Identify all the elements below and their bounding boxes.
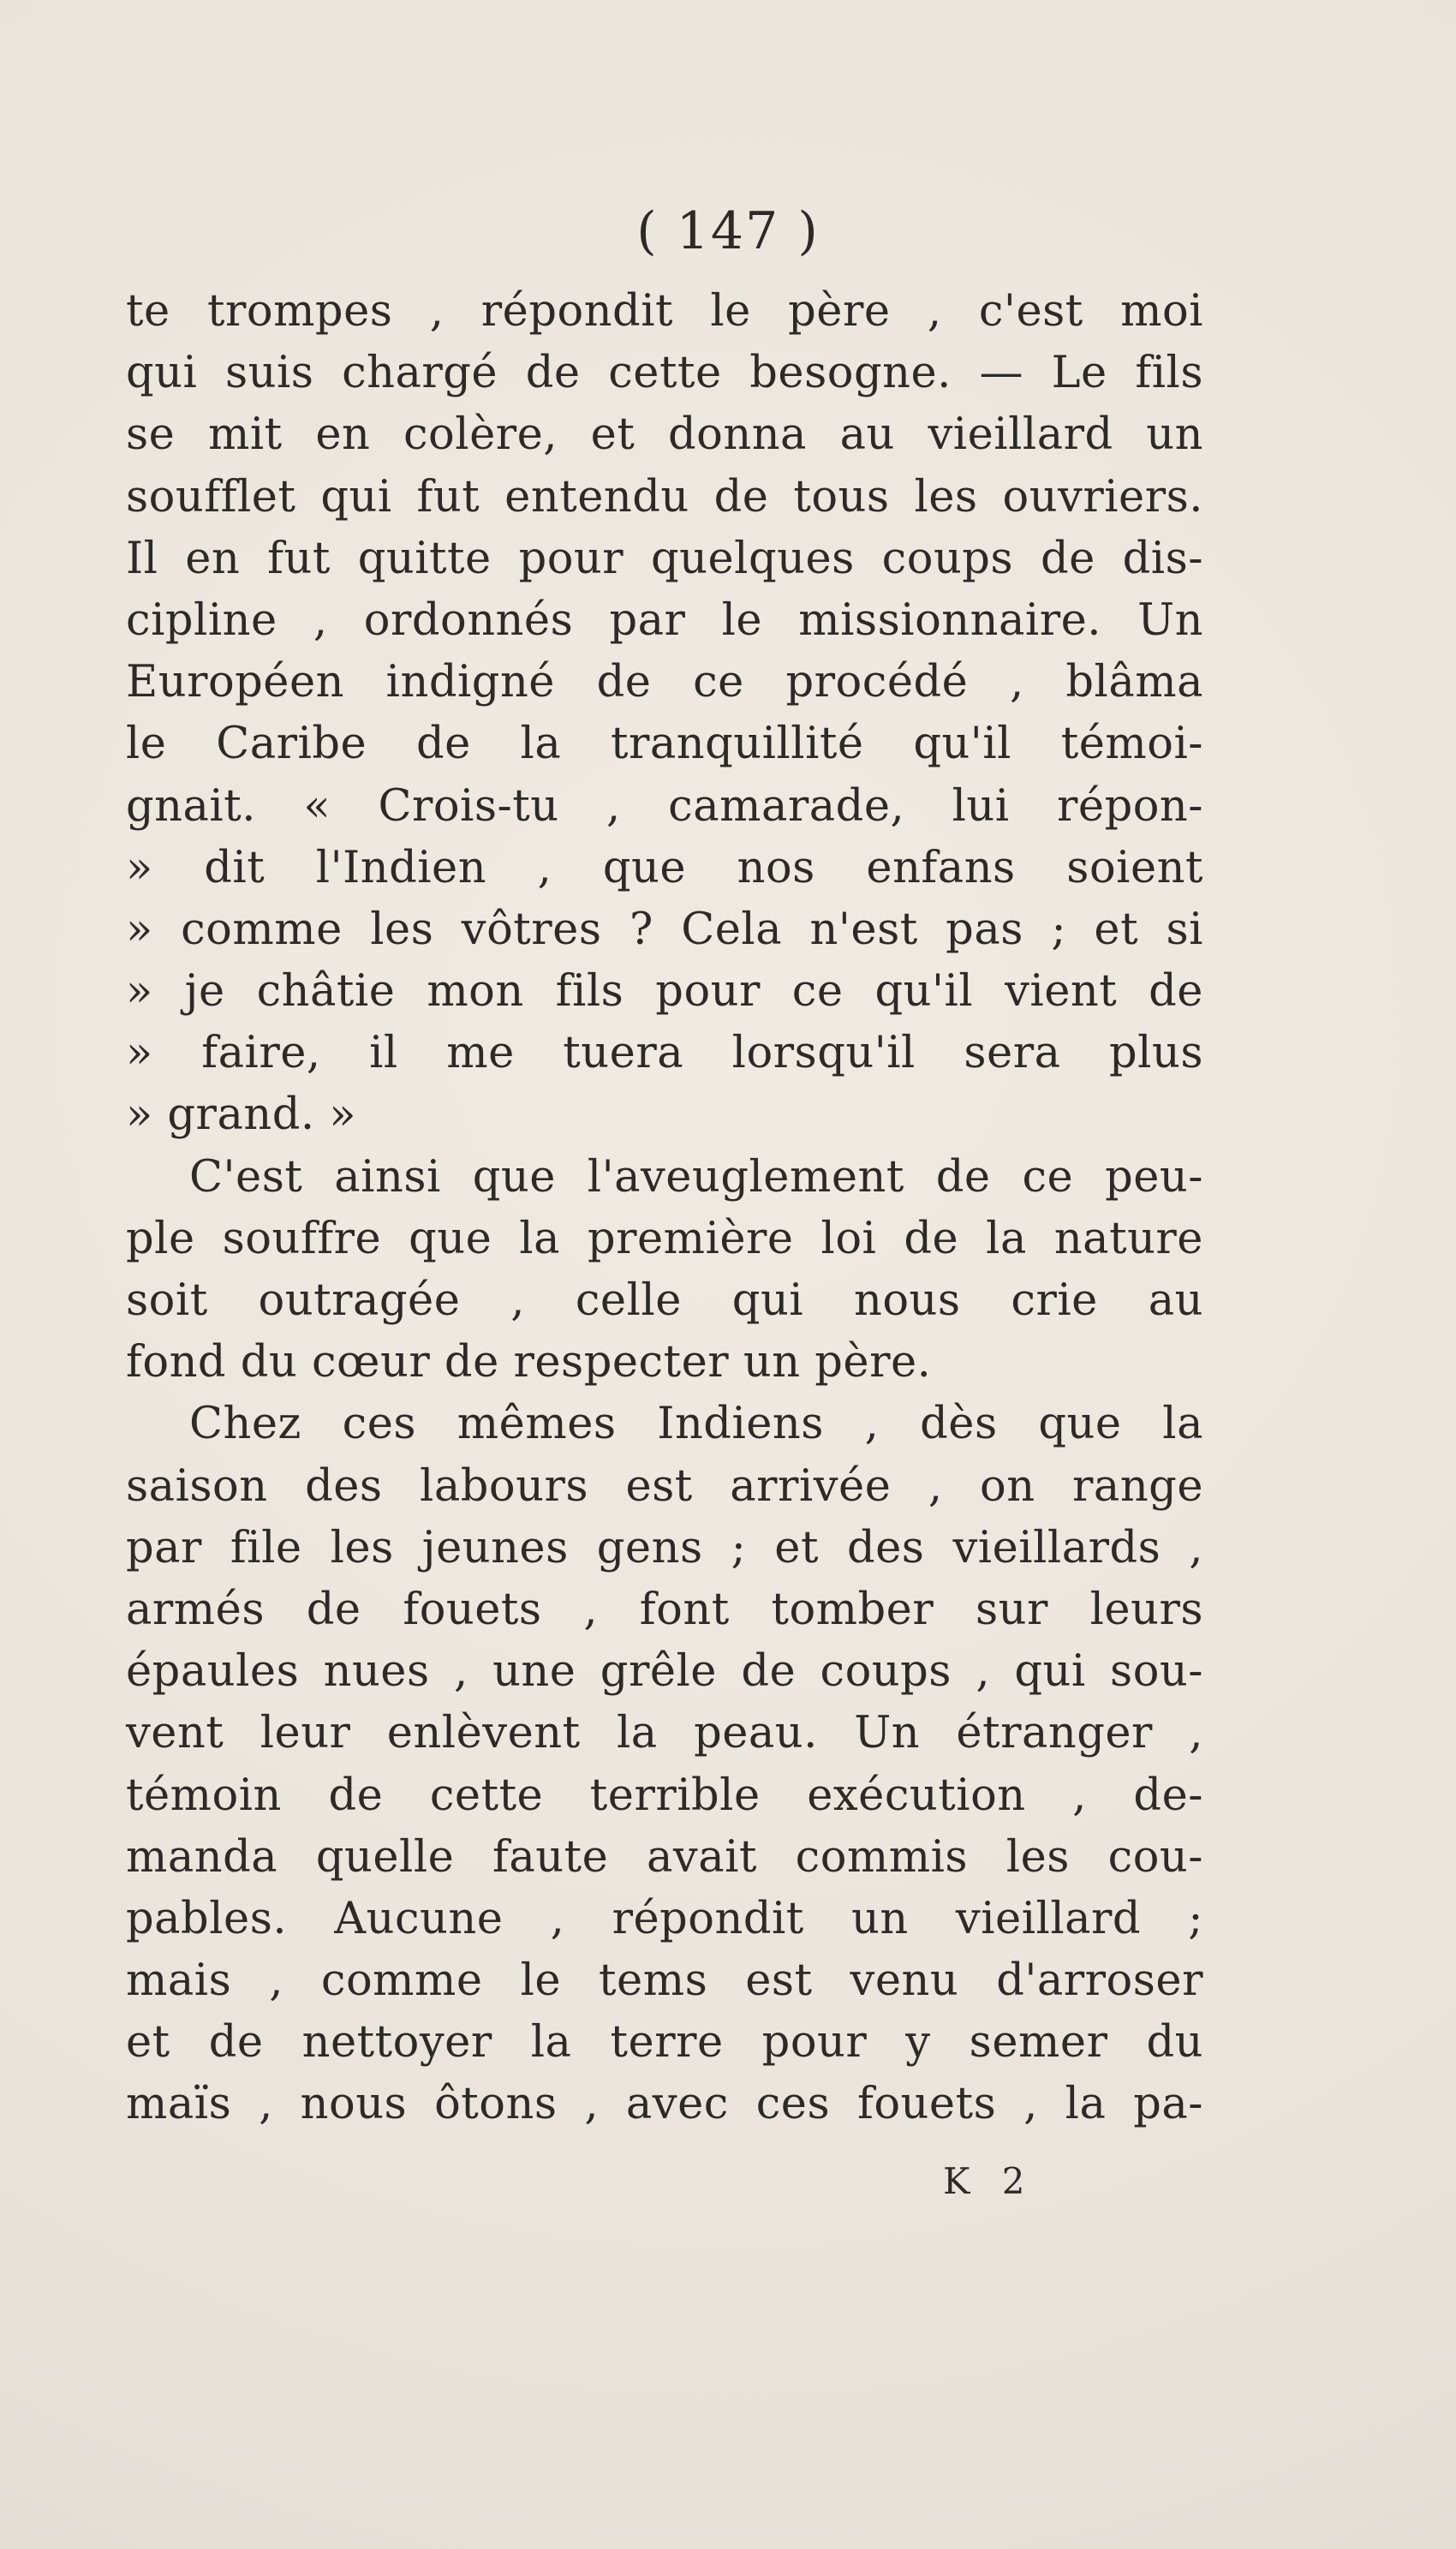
text-line: se mit en colère, et donna au vieillard un xyxy=(126,409,1203,461)
page-number: ( 147 ) xyxy=(636,201,820,261)
text-line: soit outragée , celle qui nous crie au xyxy=(126,1275,1203,1326)
text-line: » dit l'Indien , que nos enfans soient xyxy=(126,842,1203,893)
text-line: fond du cœur de respecter un père. xyxy=(126,1337,932,1388)
text-line: manda quelle faute avait commis les cou- xyxy=(126,1831,1203,1883)
text-line: qui suis chargé de cette besogne. — Le fils xyxy=(126,348,1203,399)
text-line: te trompes , répondit le père , c'est moi xyxy=(126,286,1203,337)
text-line: Européen indigné de ce procédé , blâma xyxy=(126,657,1203,708)
text-line: Chez ces mêmes Indiens , dès que la xyxy=(189,1399,1203,1450)
text-line: épaules nues , une grêle de coups , qui sou- xyxy=(126,1646,1203,1698)
text-line: le Caribe de la tranquillité qu'il témoi- xyxy=(126,719,1203,770)
text-line: mais , comme le tems est venu d'arroser xyxy=(126,1955,1203,2007)
text-line: et de nettoyer la terre pour y semer du xyxy=(126,2017,1203,2068)
text-line: maïs , nous ôtons , avec ces fouets , la pa- xyxy=(126,2079,1203,2130)
text-line: vent leur enlèvent la peau. Un étranger , xyxy=(126,1708,1203,1759)
signature-mark: K 2 xyxy=(943,2160,1035,2202)
text-line: » grand. » xyxy=(126,1089,356,1141)
text-line: » faire, il me tuera lorsqu'il sera plus xyxy=(126,1028,1203,1079)
text-line: soufflet qui fut entendu de tous les ouvriers. xyxy=(126,471,1203,522)
body-text xyxy=(126,281,1203,2136)
text-line: armés de fouets , font tomber sur leurs xyxy=(126,1584,1203,1635)
text-line: Il en fut quitte pour quelques coups de dis- xyxy=(126,533,1203,584)
text-line: saison des labours est arrivée , on range xyxy=(126,1460,1203,1512)
text-line: par file les jeunes gens ; et des vieillards , xyxy=(126,1522,1203,1573)
text-line: cipline , ordonnés par le missionnaire. Un xyxy=(126,594,1203,646)
text-line: témoin de cette terrible exécution , de- xyxy=(126,1770,1203,1821)
text-line: » je châtie mon fils pour ce qu'il vient de xyxy=(126,966,1203,1018)
text-line: gnait. « Crois-tu , camarade, lui répon- xyxy=(126,780,1203,832)
text-line: C'est ainsi que l'aveuglement de ce peu- xyxy=(189,1151,1203,1203)
text-line: pables. Aucune , répondit un vieillard ; xyxy=(126,1893,1203,1944)
text-line: » comme les vôtres ? Cela n'est pas ; et si xyxy=(126,904,1203,955)
text-line: ple souffre que la première loi de la nature xyxy=(126,1213,1203,1264)
